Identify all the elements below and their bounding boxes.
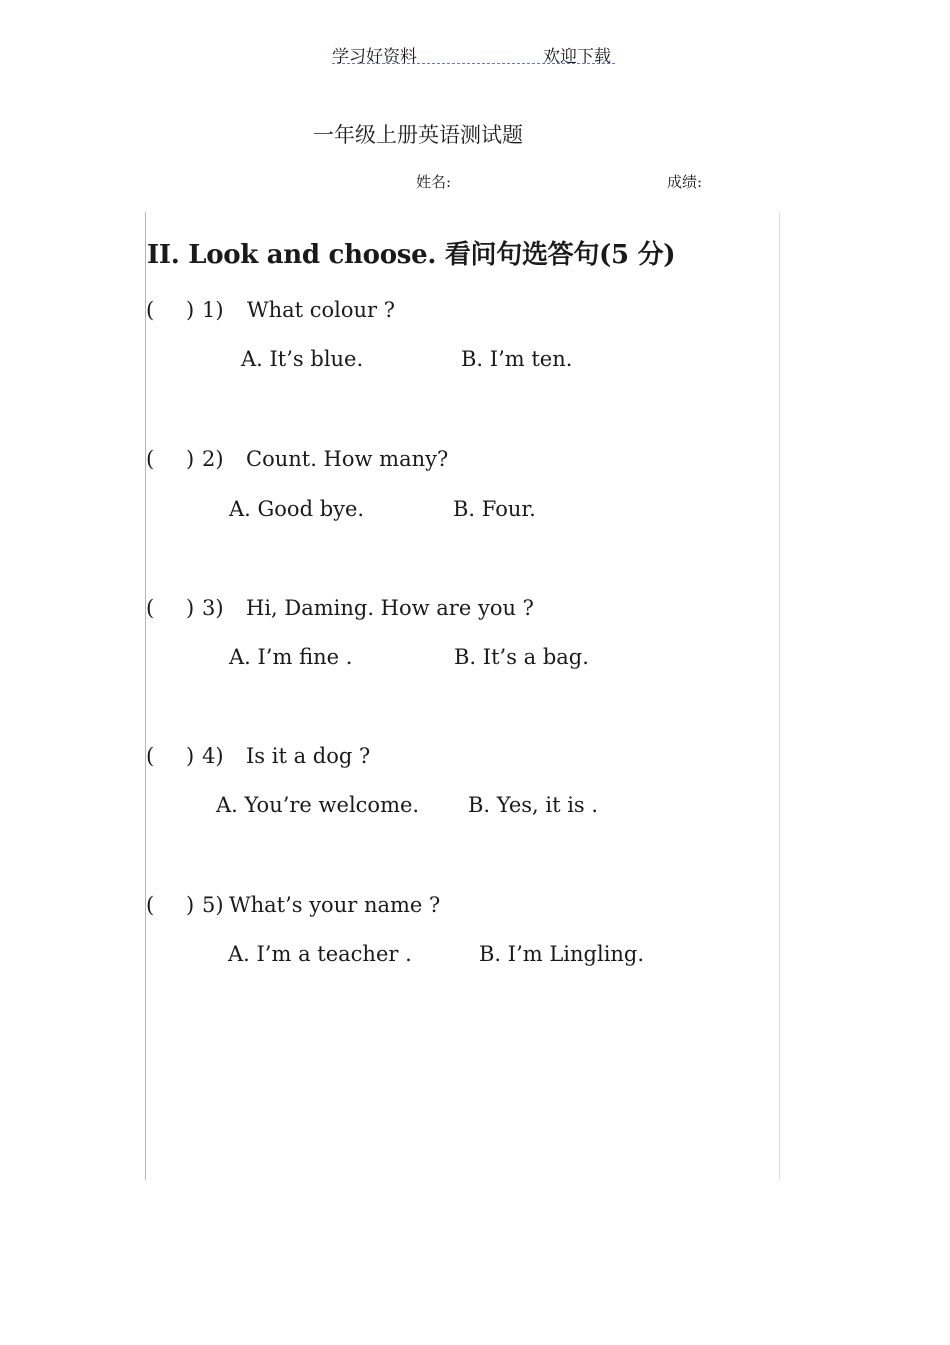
option-b: B. Yes, it is . <box>468 793 599 817</box>
score-label: 成绩: <box>667 173 703 191</box>
answer-paren-close: ) <box>186 744 195 768</box>
question-number: 2) <box>202 447 224 471</box>
answer-paren-open: ( <box>146 447 155 471</box>
option-a: A. I’m fine . <box>229 645 353 669</box>
option-b: B. It’s a bag. <box>454 645 589 669</box>
question-number: 5) <box>202 893 224 917</box>
name-label: 姓名: <box>416 173 452 191</box>
answer-paren-open: ( <box>146 596 155 620</box>
option-a: A. Good bye. <box>229 497 365 521</box>
section-title: II. Look and choose. 看问句选答句(5 分) <box>147 240 676 270</box>
answer-paren-close: ) <box>186 447 195 471</box>
answer-paren-close: ) <box>186 298 195 322</box>
answer-paren-open: ( <box>146 893 155 917</box>
answer-paren-close: ) <box>186 893 195 917</box>
question-number: 4) <box>202 744 224 768</box>
question-text: What colour ? <box>247 298 396 322</box>
option-b: B. I’m Lingling. <box>479 942 645 966</box>
question-number: 3) <box>202 596 224 620</box>
header-right-text: 欢迎下载 <box>543 47 611 67</box>
answer-paren-open: ( <box>146 298 155 322</box>
option-a: A. It’s blue. <box>241 347 364 371</box>
option-a: A. You’re welcome. <box>216 793 420 817</box>
question-number: 1) <box>202 298 224 322</box>
frame-left-border <box>145 212 146 1180</box>
question-text: Hi, Daming. How are you ? <box>246 596 534 620</box>
option-b: B. I’m ten. <box>461 347 573 371</box>
question-text: Count. How many? <box>246 447 449 471</box>
answer-paren-close: ) <box>186 596 195 620</box>
question-text: Is it a dog ? <box>246 744 371 768</box>
frame-right-border <box>779 212 780 1180</box>
question-text: What’s your name ? <box>229 893 441 917</box>
header-left-text: 学习好资料 <box>332 47 417 67</box>
option-a: A. I’m a teacher . <box>228 942 412 966</box>
header-dashed-rule <box>332 63 615 64</box>
document-title: 一年级上册英语测试题 <box>313 123 523 147</box>
option-b: B. Four. <box>453 497 536 521</box>
answer-paren-open: ( <box>146 744 155 768</box>
